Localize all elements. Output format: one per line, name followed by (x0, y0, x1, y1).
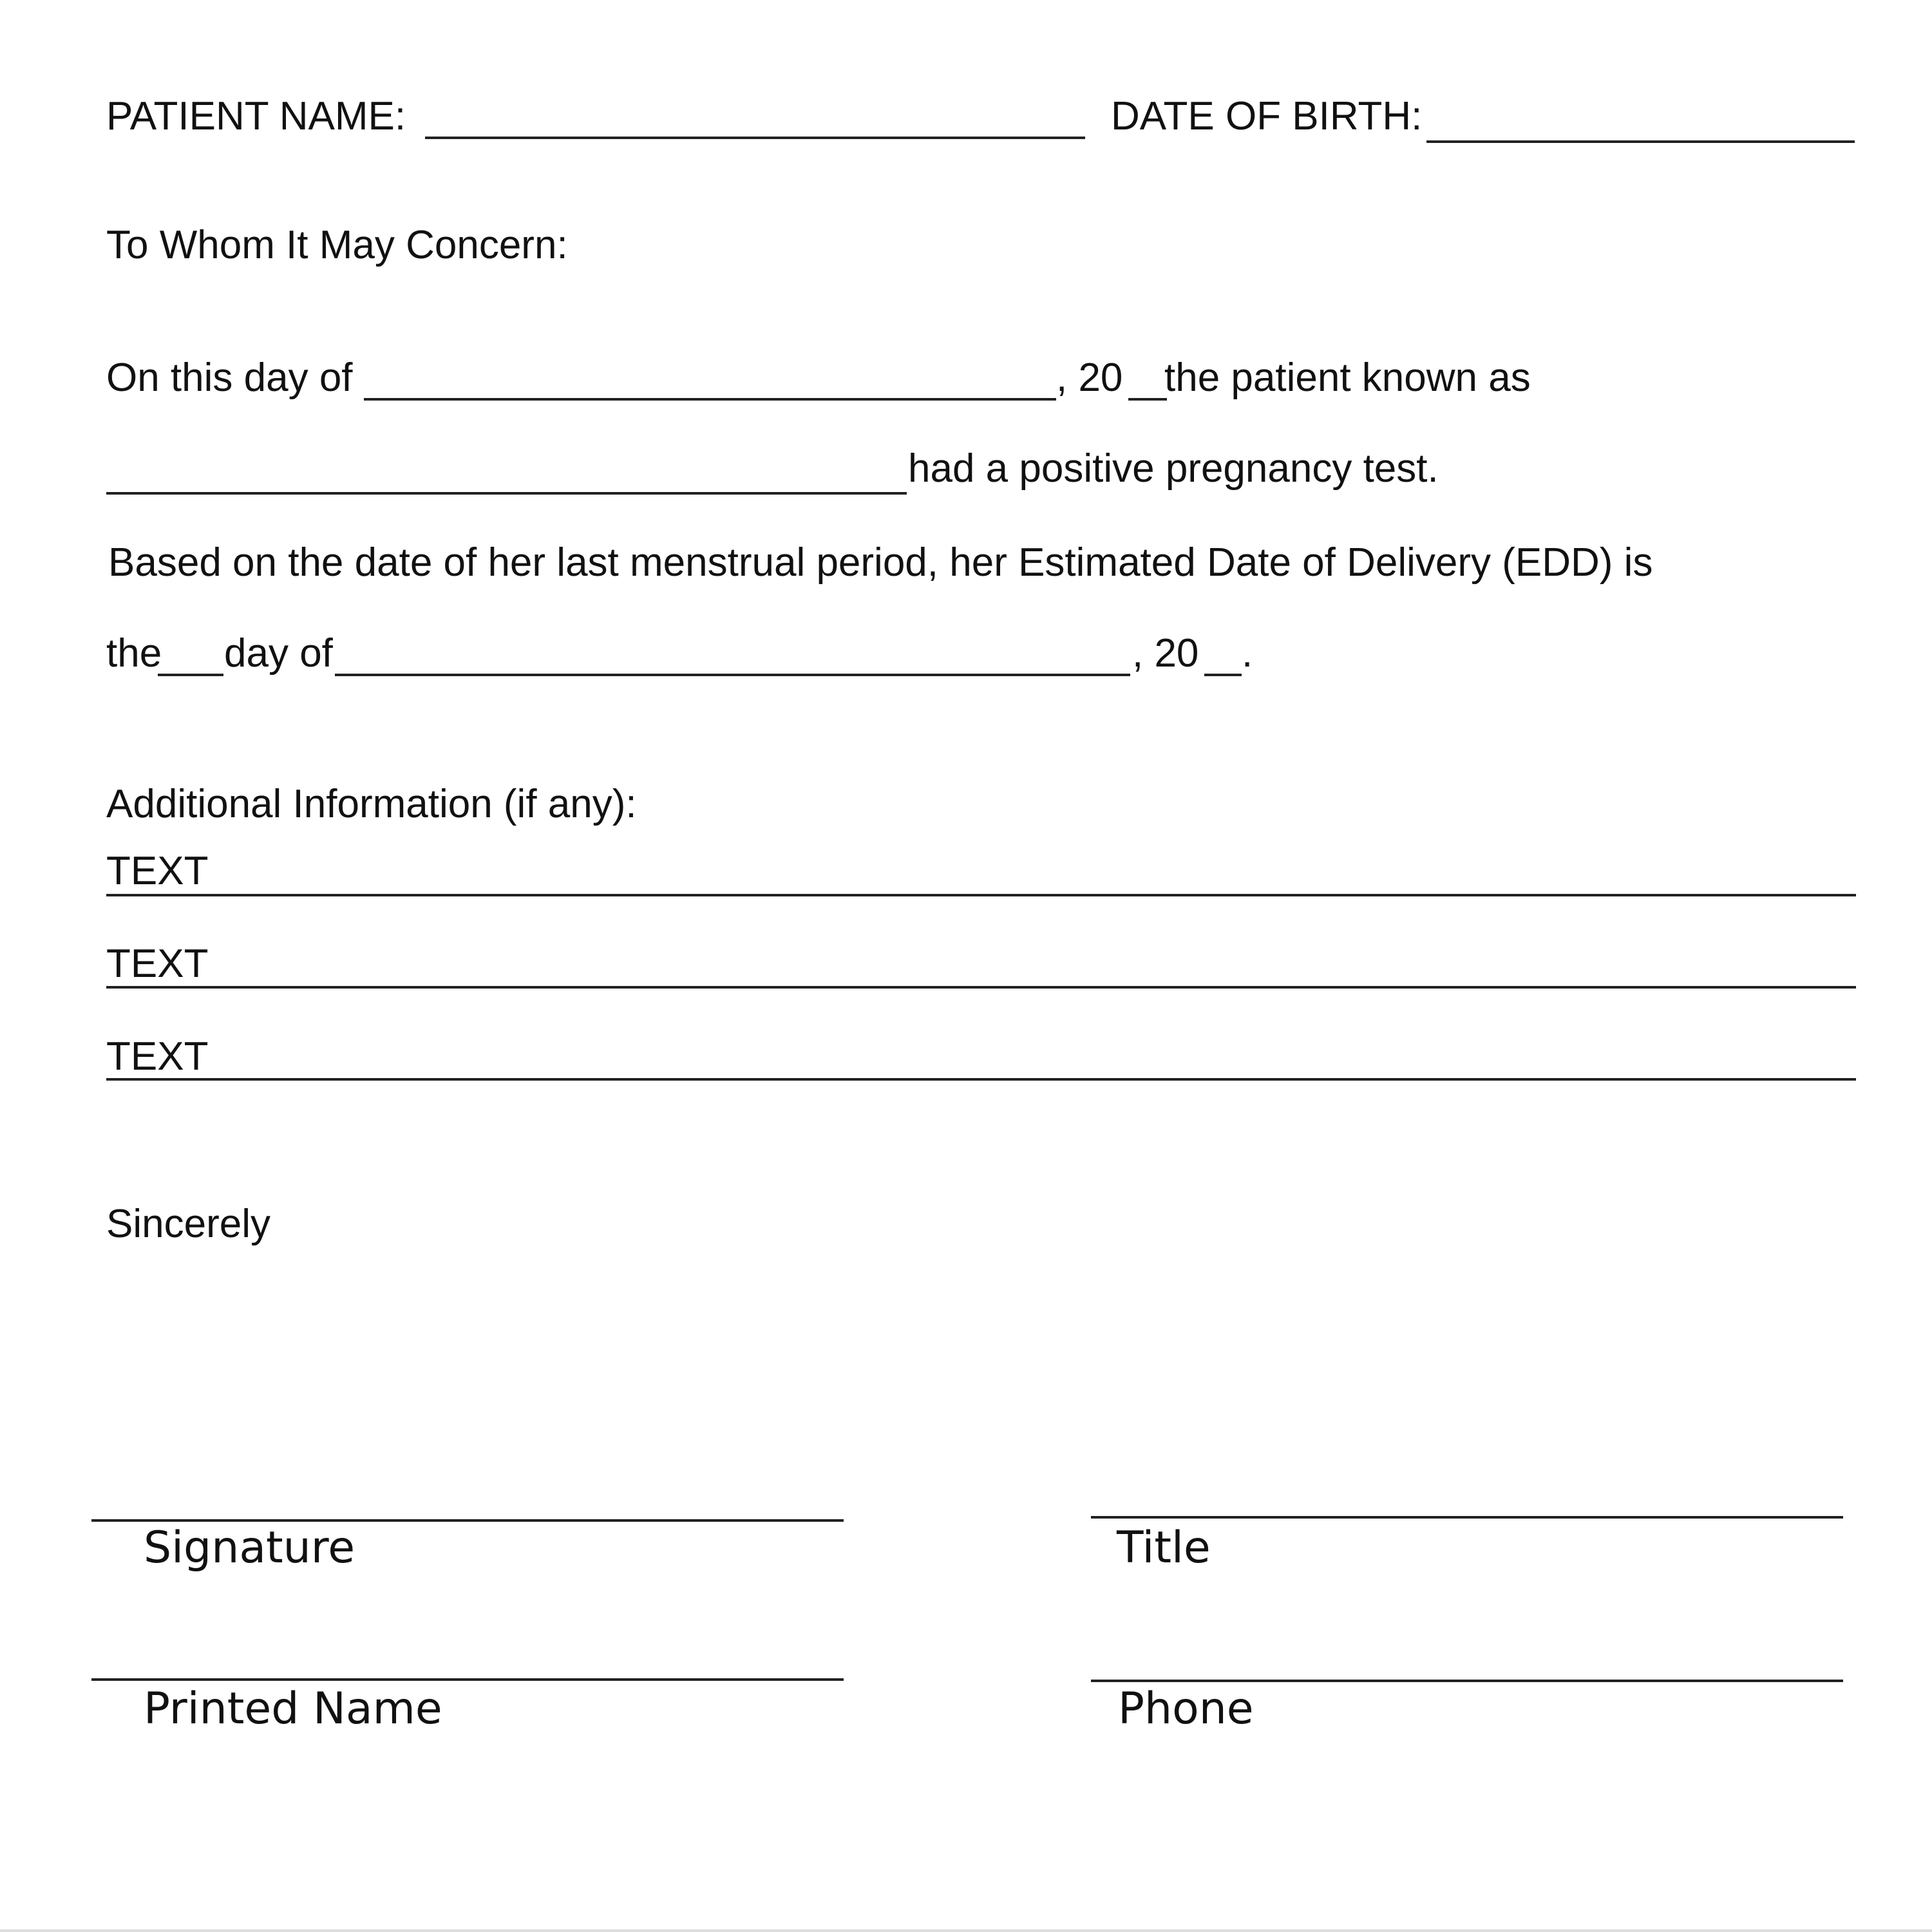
title-line[interactable] (1091, 1516, 1843, 1519)
statement-line1-year: , 20 (1056, 355, 1123, 400)
closing: Sincerely (106, 1202, 270, 1246)
edd-year-field[interactable] (1204, 674, 1242, 676)
date-of-birth-label: DATE OF BIRTH: (1111, 94, 1423, 138)
statement-line4-end: . (1242, 631, 1253, 676)
year-field-1[interactable] (1128, 398, 1167, 401)
statement-line4-day-of: day of (224, 631, 333, 676)
additional-info-line-3[interactable]: TEXT (106, 1034, 209, 1079)
edd-month-field[interactable] (335, 674, 1130, 676)
salutation: To Whom It May Concern: (106, 223, 568, 267)
edd-day-field[interactable] (158, 674, 223, 676)
additional-info-label: Additional Information (if any): (106, 782, 637, 826)
statement-line1-prefix: On this day of (106, 355, 353, 400)
printed-name-label: Printed Name (144, 1683, 442, 1734)
patient-name-field[interactable] (425, 137, 1085, 139)
page-bottom-edge (0, 1929, 1932, 1932)
day-of-field[interactable] (364, 398, 1056, 401)
additional-info-rule-3 (106, 1078, 1856, 1081)
signature-line[interactable] (91, 1519, 844, 1522)
phone-label: Phone (1118, 1683, 1254, 1734)
patient-known-as-field[interactable] (106, 492, 907, 495)
additional-info-rule-2 (106, 986, 1856, 989)
additional-info-line-2[interactable]: TEXT (106, 942, 209, 986)
additional-info-line-1[interactable]: TEXT (106, 849, 209, 893)
printed-name-line[interactable] (91, 1678, 844, 1681)
statement-line4-prefix: the (106, 631, 162, 676)
date-of-birth-field[interactable] (1426, 140, 1855, 143)
signature-label: Signature (144, 1522, 355, 1573)
statement-line1-suffix: the patient known as (1164, 355, 1531, 400)
patient-name-label: PATIENT NAME: (106, 94, 406, 138)
statement-line4-year: , 20 (1132, 631, 1199, 676)
additional-info-rule-1 (106, 894, 1856, 896)
statement-line2-suffix: had a positive pregnancy test. (908, 446, 1439, 491)
statement-line3: Based on the date of her last menstrual period, her Estimated Date of Delivery (EDD) is (108, 540, 1653, 585)
phone-line[interactable] (1091, 1680, 1843, 1682)
title-label: Title (1117, 1522, 1211, 1573)
